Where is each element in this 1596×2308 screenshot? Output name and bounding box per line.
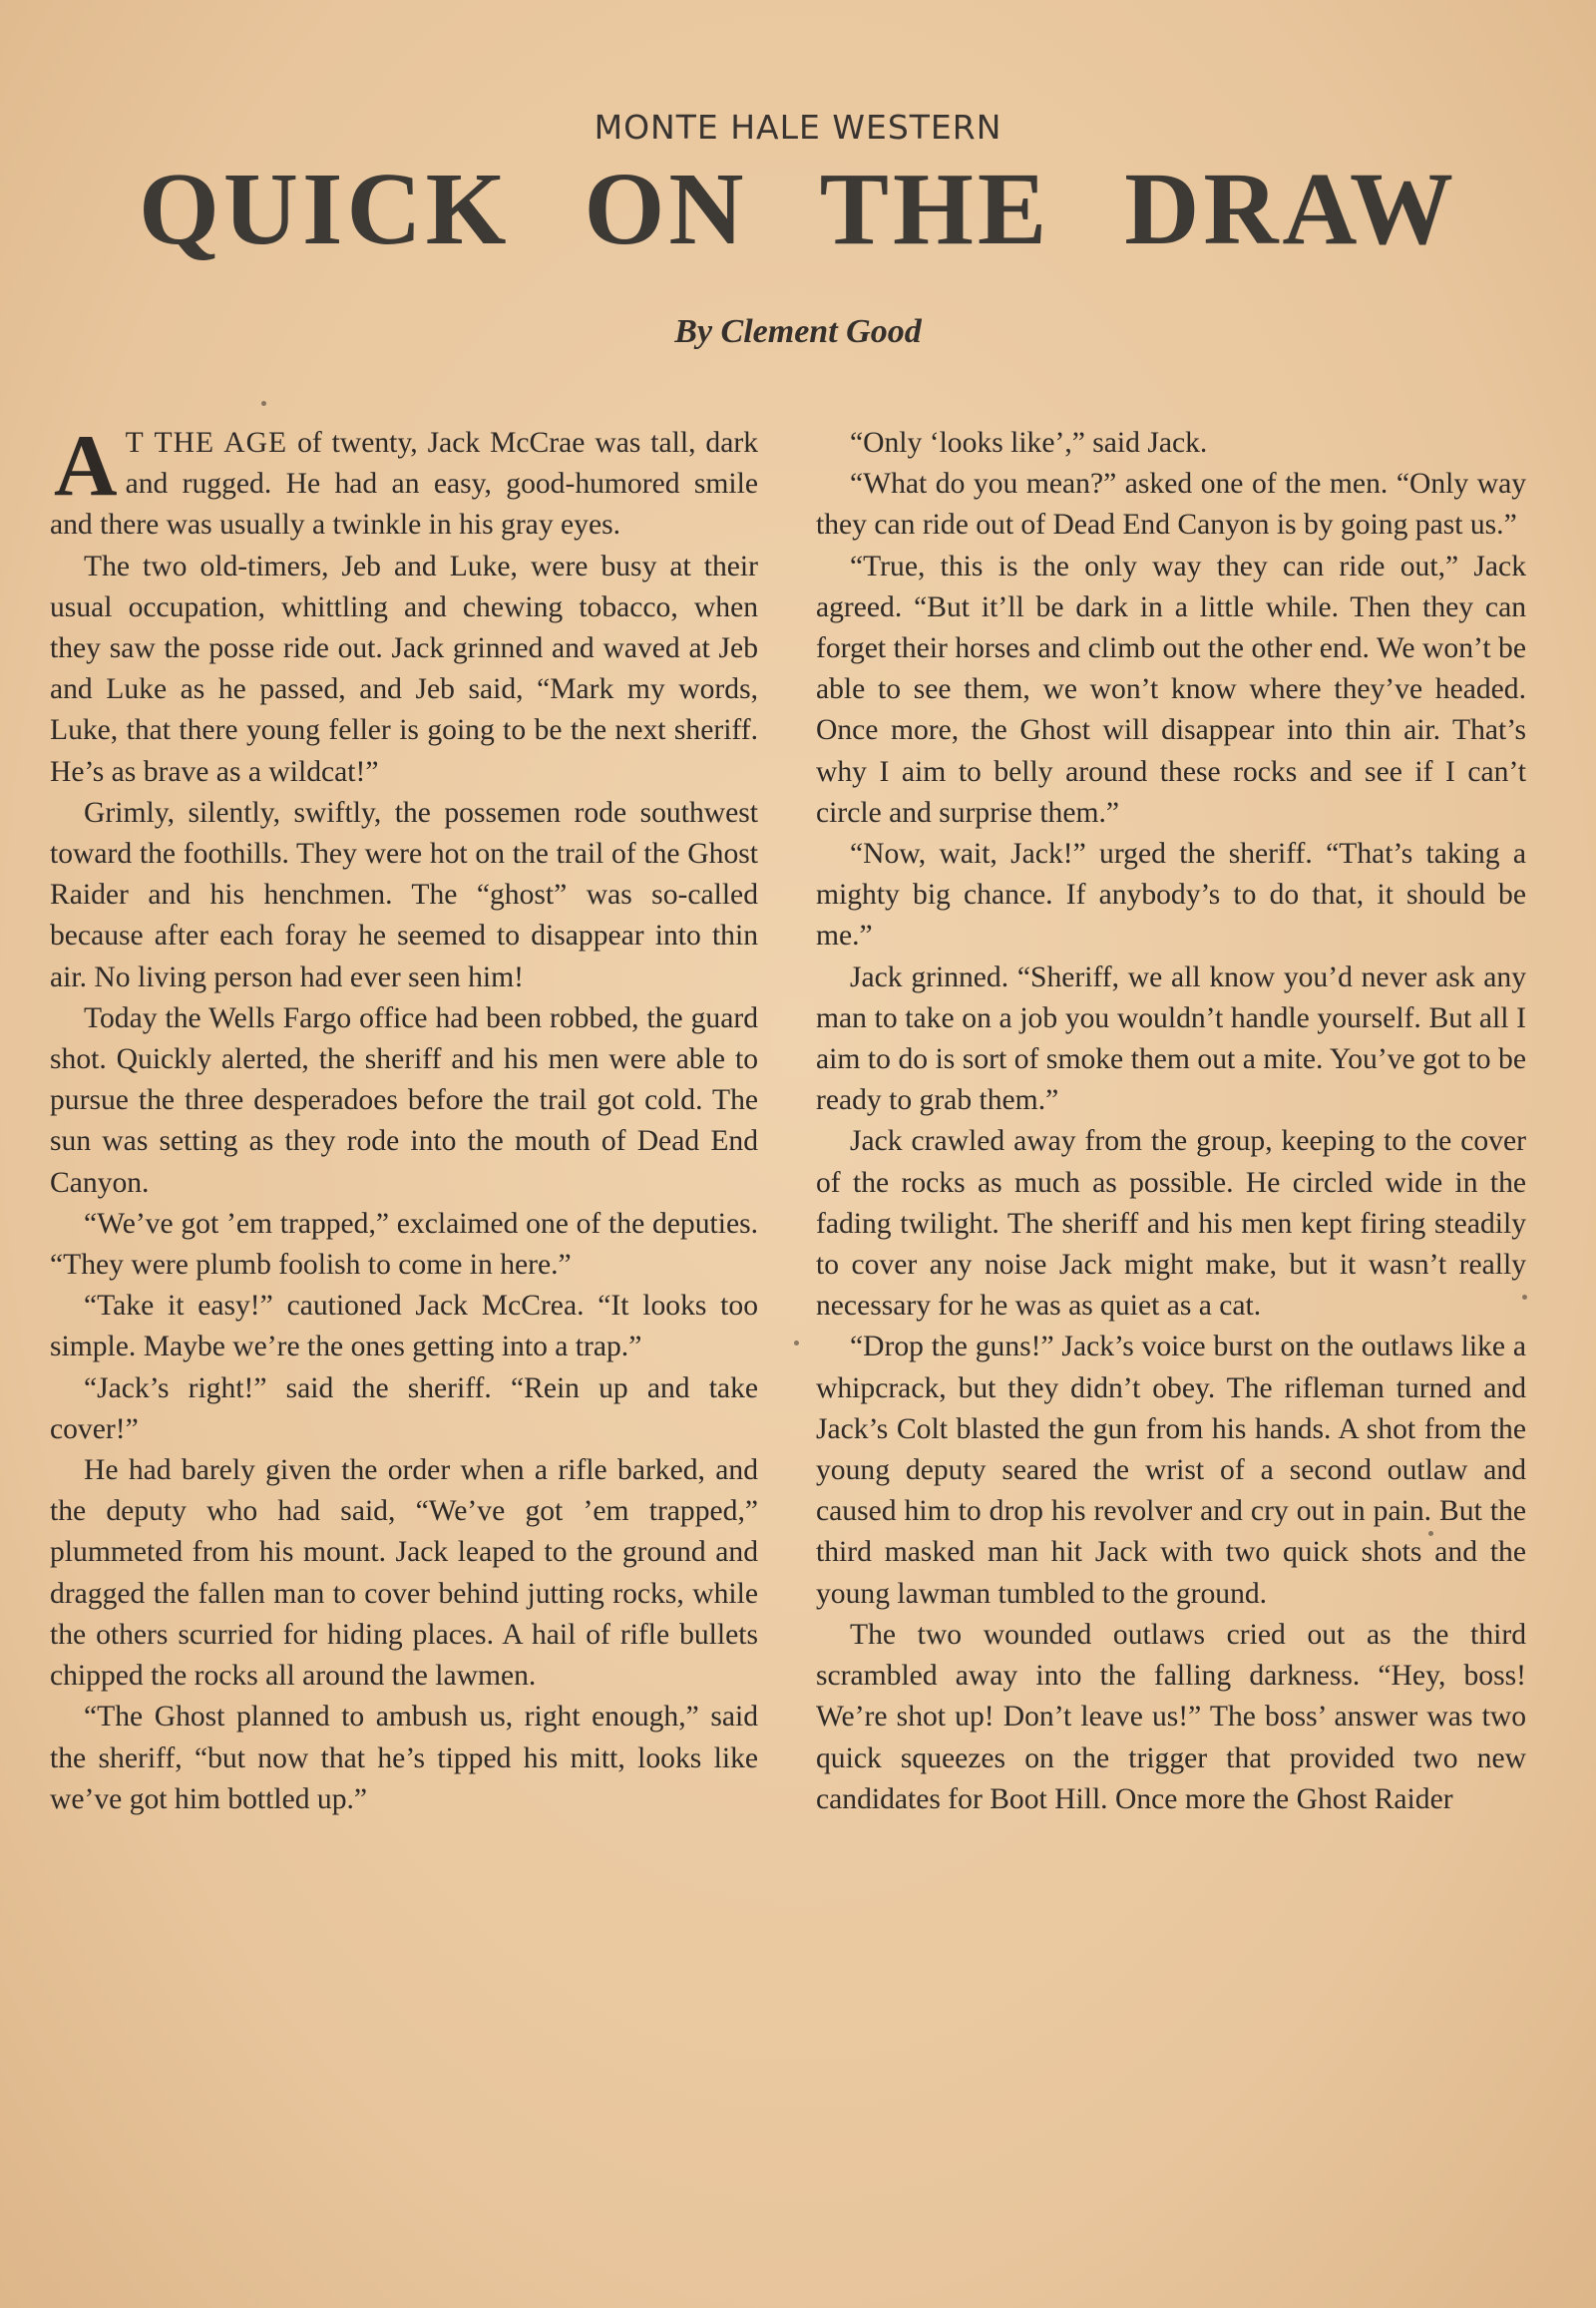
right-column — [816, 423, 1526, 1820]
paragraph: “Take it easy!” cautioned Jack McCrea. “It looks too simple. Maybe we’re the ones getting into a trap.” — [50, 1290, 758, 1363]
drop-cap: A — [54, 418, 118, 515]
left-column — [50, 418, 758, 1820]
paragraph: The two wounded outlaws cried out as the third scrambled away into the falling darkness. “Hey, boss! We’re shot up! Don’t leave us!” The boss’ answer was two quick squeezes on the trigger that provided two new candidates for Boot Hill. Once more the Ghost Raider — [816, 1618, 1526, 1815]
byline: By Clement Good — [674, 313, 922, 350]
paragraph — [50, 418, 758, 547]
paragraph: “Now, wait, Jack!” urged the sheriff. “That’s taking a mighty big chance. If anybody’s to do that, it should be me.” — [816, 838, 1526, 953]
paragraph: He had barely given the order when a rifle barked, and the deputy who had said, “We’ve got ’em trapped,” plummeted from his mount. Jack leaped to the ground and dragged the fallen man to cover behind jutting rocks, while the others scurried for hiding places. A hail of rifle bullets chipped the rocks all around the lawmen. — [50, 1454, 758, 1693]
paper-speck — [261, 401, 266, 406]
paragraph: “Drop the guns!” Jack’s voice burst on the outlaws like a whipcrack, but they didn’t obey. The rifleman turned and Jack’s Colt blasted the gun from his hands. A shot from the young deputy seared the wrist of a second outlaw and caused him to drop his revolver and cry out in pain. But the third masked man hit Jack with two quick shots and the young lawman tumbled to the ground. — [816, 1331, 1526, 1610]
paper-speck — [1522, 1295, 1527, 1300]
paragraph-text: of twenty, Jack McCrae was tall, dark and rugged. He had an easy, good-humored smile and there was usually a twinkle in his gray eyes. — [50, 427, 758, 542]
paragraph: “True, this is the only way they can ride out,” Jack agreed. “But it’ll be dark in a little while. Then they can forget their horses and climb out the other end. We won’t be able to see them, we won’t know where they’ve headed. Once more, the Ghost will disappear into thin air. That’s why I aim to belly around these rocks and see if I can’t circle and surprise them.” — [816, 550, 1526, 829]
paragraph: “We’ve got ’em trapped,” exclaimed one of the deputies. “They were plumb foolish to come in here.” — [50, 1207, 758, 1282]
story-title: QUICK ON THE DRAW — [138, 152, 1457, 266]
paragraph: Grimly, silently, swiftly, the possemen rode southwest toward the foothills. They were hot on the trail of the Ghost Raider and his henchmen. The “ghost” was so-called because after each foray he seemed to disappear into thin air. No living person had ever seen him! — [50, 796, 758, 993]
paragraph: “The Ghost planned to ambush us, right enough,” said the sheriff, “but now that he’s tipped his mitt, looks like we’ve got him bottled up.” — [50, 1701, 758, 1815]
paragraph: The two old-timers, Jeb and Luke, were busy at their usual occupation, whittling and chewing tobacco, when they saw the posse ride out. Jack grinned and waved at Jeb and Luke as he passed, and Jeb said, “Mark my words, Luke, that there young feller is going to be the next sheriff. He’s as brave as a wildcat!” — [50, 550, 758, 788]
paper-speck — [1428, 1531, 1433, 1536]
lead-caps: T THE AGE — [125, 427, 288, 459]
paragraph: “What do you mean?” asked one of the men. “Only way they can ride out of Dead End Canyon is by going past us.” — [816, 468, 1526, 542]
paragraph: Jack crawled away from the group, keeping to the cover of the rocks as much as possible. He circled wide in the fading twilight. The sheriff and his men kept firing steadily to cover any noise Jack might make, but it wasn’t really necessary for he was as quiet as a cat. — [816, 1125, 1526, 1323]
paragraph: “Jack’s right!” said the sheriff. “Rein up and take cover!” — [50, 1371, 758, 1445]
series-heading: MONTE HALE WESTERN — [594, 108, 1002, 147]
paragraph: Today the Wells Fargo office had been robbed, the guard shot. Quickly alerted, the sheriff and his men were able to pursue the three desperadoes before the trail got cold. The sun was setting as they rode into the mouth of Dead End Canyon. — [50, 1001, 758, 1199]
paper-speck — [794, 1341, 799, 1346]
paragraph: Jack grinned. “Sheriff, we all know you’d never ask any man to take on a job you wouldn’t handle yourself. But all I aim to do is sort of smoke them out a mite. You’ve got to be ready to grab them.” — [816, 961, 1526, 1117]
paragraph: “Only ‘looks like’,” said Jack. — [850, 427, 1208, 459]
